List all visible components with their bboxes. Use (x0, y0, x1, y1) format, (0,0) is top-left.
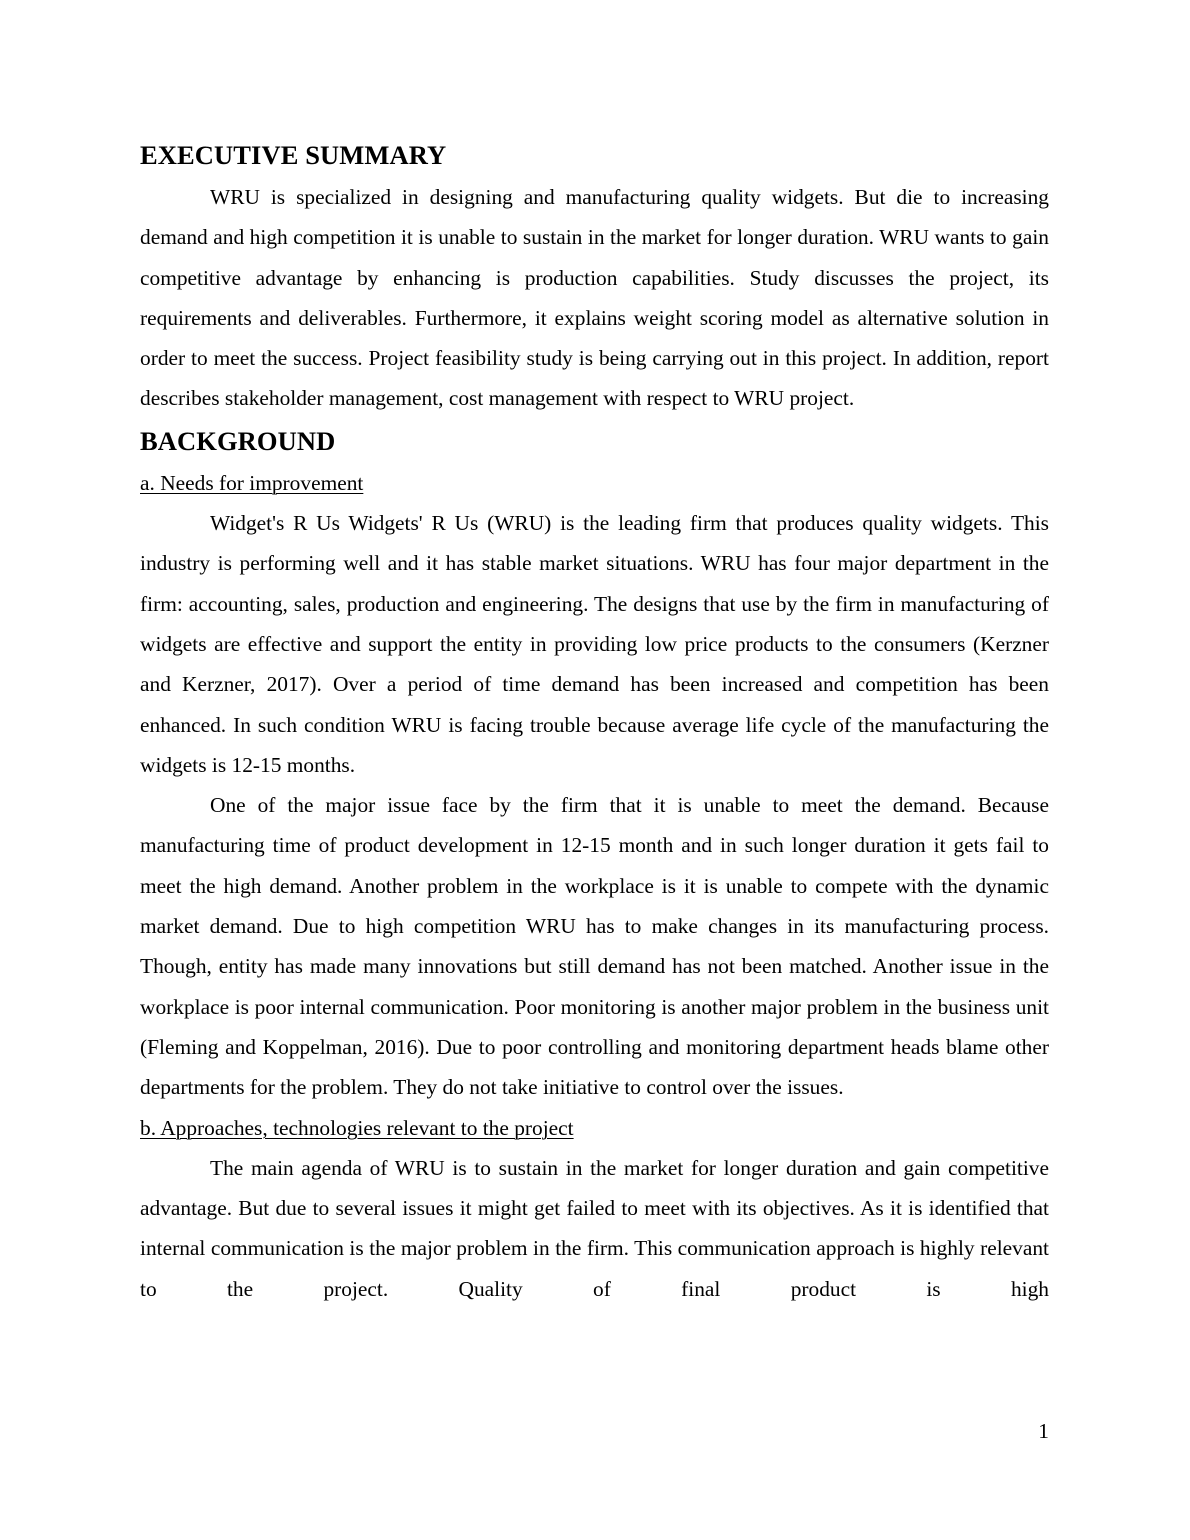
page-number: 1 (1038, 1419, 1049, 1443)
needs-paragraph-1: Widget's R Us Widgets' R Us (WRU) is the leading firm that produces quality widgets. This industry is performing well and it has stable market situations. WRU has four major department in the firm: accounting, sales, production and engineering. The designs that use by the firm in manufacturing of widgets are effective and support the entity in providing low price products to the consumers (Kerzner and Kerzner, 2017). Over a period of time demand has been increased and competition has been enhanced. In such condition WRU is facing trouble because average life cycle of the manufacturing the widgets is 12-15 months. (140, 511, 1049, 777)
executive-summary-paragraph: WRU is specialized in designing and manufacturing quality widgets. But die to increasing demand and high competition it is unable to sustain in the market for longer duration. WRU wants to gain competitive advantage by enhancing is production capabilities. Study discusses the project, its requirements and deliverables. Furthermore, it explains weight scoring model as alternative solution in order to meet the success. Project feasibility study is being carrying out in this project. In addition, report describes stakeholder management, cost management with respect to WRU project. (140, 185, 1049, 411)
subsection-a-title: a. Needs for improvement (140, 470, 364, 495)
page-content (140, 137, 1049, 1309)
background-heading: BACKGROUND (140, 425, 336, 456)
needs-paragraph-2: One of the major issue face by the firm that it is unable to meet the demand. Because manufacturing time of product development in 12-15 month and in such longer duration it gets fail to meet the high demand. Another problem in the workplace is it is unable to compete with the dynamic market demand. Due to high competition WRU has to make changes in its manufacturing process. Though, entity has made many innovations but still demand has not been matched. Another issue in the workplace is poor internal communication. Poor monitoring is another major problem in the business unit (Fleming and Koppelman, 2016). Due to poor controlling and monitoring department heads blame other departments for the problem. They do not take initiative to control over the issues. (140, 793, 1049, 1100)
subsection-b-title: b. Approaches, technologies relevant to the project (140, 1115, 574, 1140)
executive-summary-heading: EXECUTIVE SUMMARY (140, 140, 447, 170)
approaches-paragraph: The main agenda of WRU is to sustain in the market for longer duration and gain competitive advantage. But due to several issues it might get failed to meet with its objectives. As it is identified that internal communication is the major problem in the firm. This communication approach is highly relevant to the project. Quality of final product is high (140, 1155, 1049, 1301)
